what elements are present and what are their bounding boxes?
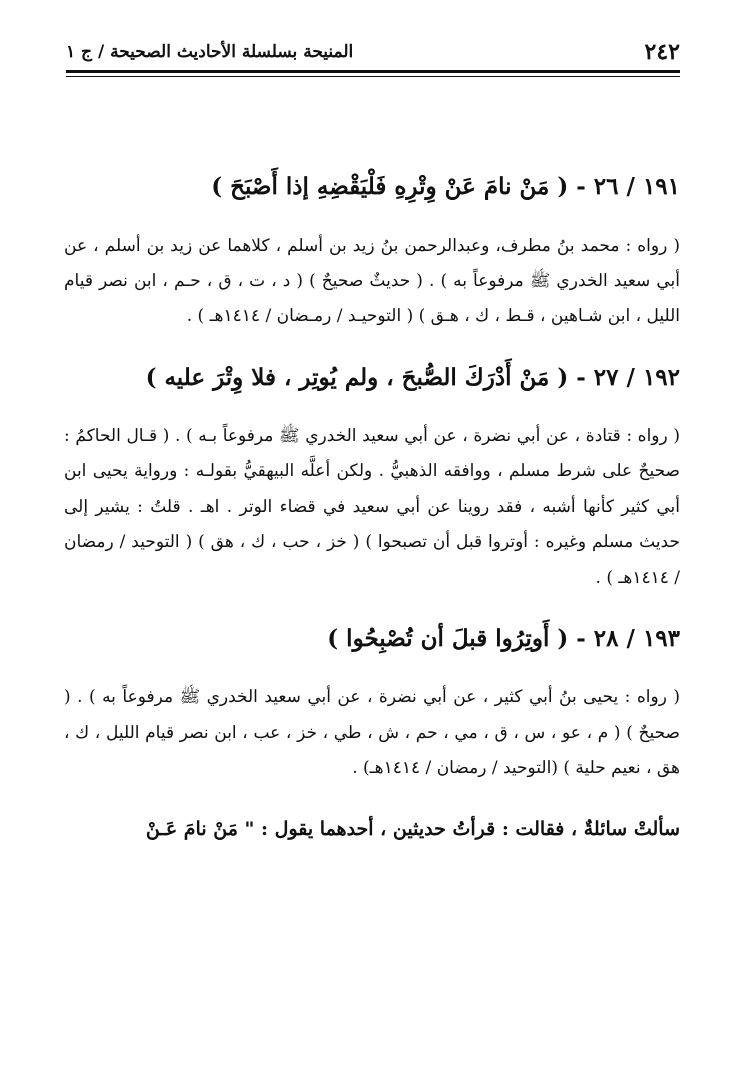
hadith-commentary: ( رواه : قتادة ، عن أبي نضرة ، عن أبي سعيد الخدري ﷺ مرفوعاً بـه ) . ( قـال الحاكمُ : صحيحٌ على شرط مسلم ، ووافقه الذهبيُّ . ولكن أعلَّه البيهقيُّ بقولـه : ورواية يحيى ابن أبي كثير كأنها أشبه ، فقد روينا عن أبي سعيد في قضاء الوتر . اهـ . قلتُ : يشير إلى حديث مسلم وغيره : أوتروا قبل أن تصبحوا ) ( خز ، حب ، ك ، هق ) ( التوحيد / رمضان / ١٤١٤هـ ) . bbox=[64, 426, 680, 588]
hadith-commentary: ( رواه : محمد بنُ مطرف، وعبدالرحمن بنُ زيد بن أسلم ، كلاهما عن زيد بن أسلم ، عن أبي سعيد الخدري ﷺ مرفوعاً به ) . ( حديثٌ صحيحٌ ) ( د ، ت ، ق ، حـم ، ابن نصر قيام الليل ، ابن شـاهين ، قـط ، ك ، هـق ) ( التوحيـد / رمـضان / ١٤١٤هـ ) . bbox=[64, 235, 680, 327]
hadith-entry-193 bbox=[64, 622, 680, 787]
page-header bbox=[66, 34, 680, 73]
page-content bbox=[64, 150, 680, 847]
hadith-entry-192 bbox=[64, 361, 680, 596]
hadith-title: ١٩٣ / ٢٨ - ( أَوتِرُوا قبلَ أن تُصْبِحُوا ) bbox=[327, 624, 680, 652]
continuation-line: سألتْ سائلةٌ ، فقالت : قرأتُ حديثين ، أحدهما يقول : " مَنْ نامَ عَـنْ bbox=[145, 818, 680, 841]
hadith-entry-191 bbox=[64, 170, 680, 335]
hadith-commentary: ( رواه : يحيى بنُ أبي كثير ، عن أبي نضرة ، عن أبي سعيد الخدري ﷺ مرفوعاً به ) . ( صحيحٌ ) ( م ، عو ، س ، ق ، مي ، حم ، ش ، طي ، خز ، عب ، ابن نصر قيام الليل ، ك ، هق ، نعيم حلية ) (التوحيد / رمضان / ١٤١٤هـ) . bbox=[64, 687, 680, 779]
page-number: ٢٤٢ bbox=[644, 39, 680, 65]
running-title: المنيحة بسلسلة الأحاديث الصحيحة / ج ١ bbox=[66, 42, 354, 62]
hadith-title: ١٩٢ / ٢٧ - ( مَنْ أَدْرَكَ الصُّبحَ ، ولم يُوتِر ، فلا وِتْرَ عليه ) bbox=[145, 363, 680, 391]
hadith-title: ١٩١ / ٢٦ - ( مَنْ نامَ عَنْ وِتْرِهِ فَلْيَقْضِهِ إذا أَصْبَحَ ) bbox=[211, 173, 680, 200]
